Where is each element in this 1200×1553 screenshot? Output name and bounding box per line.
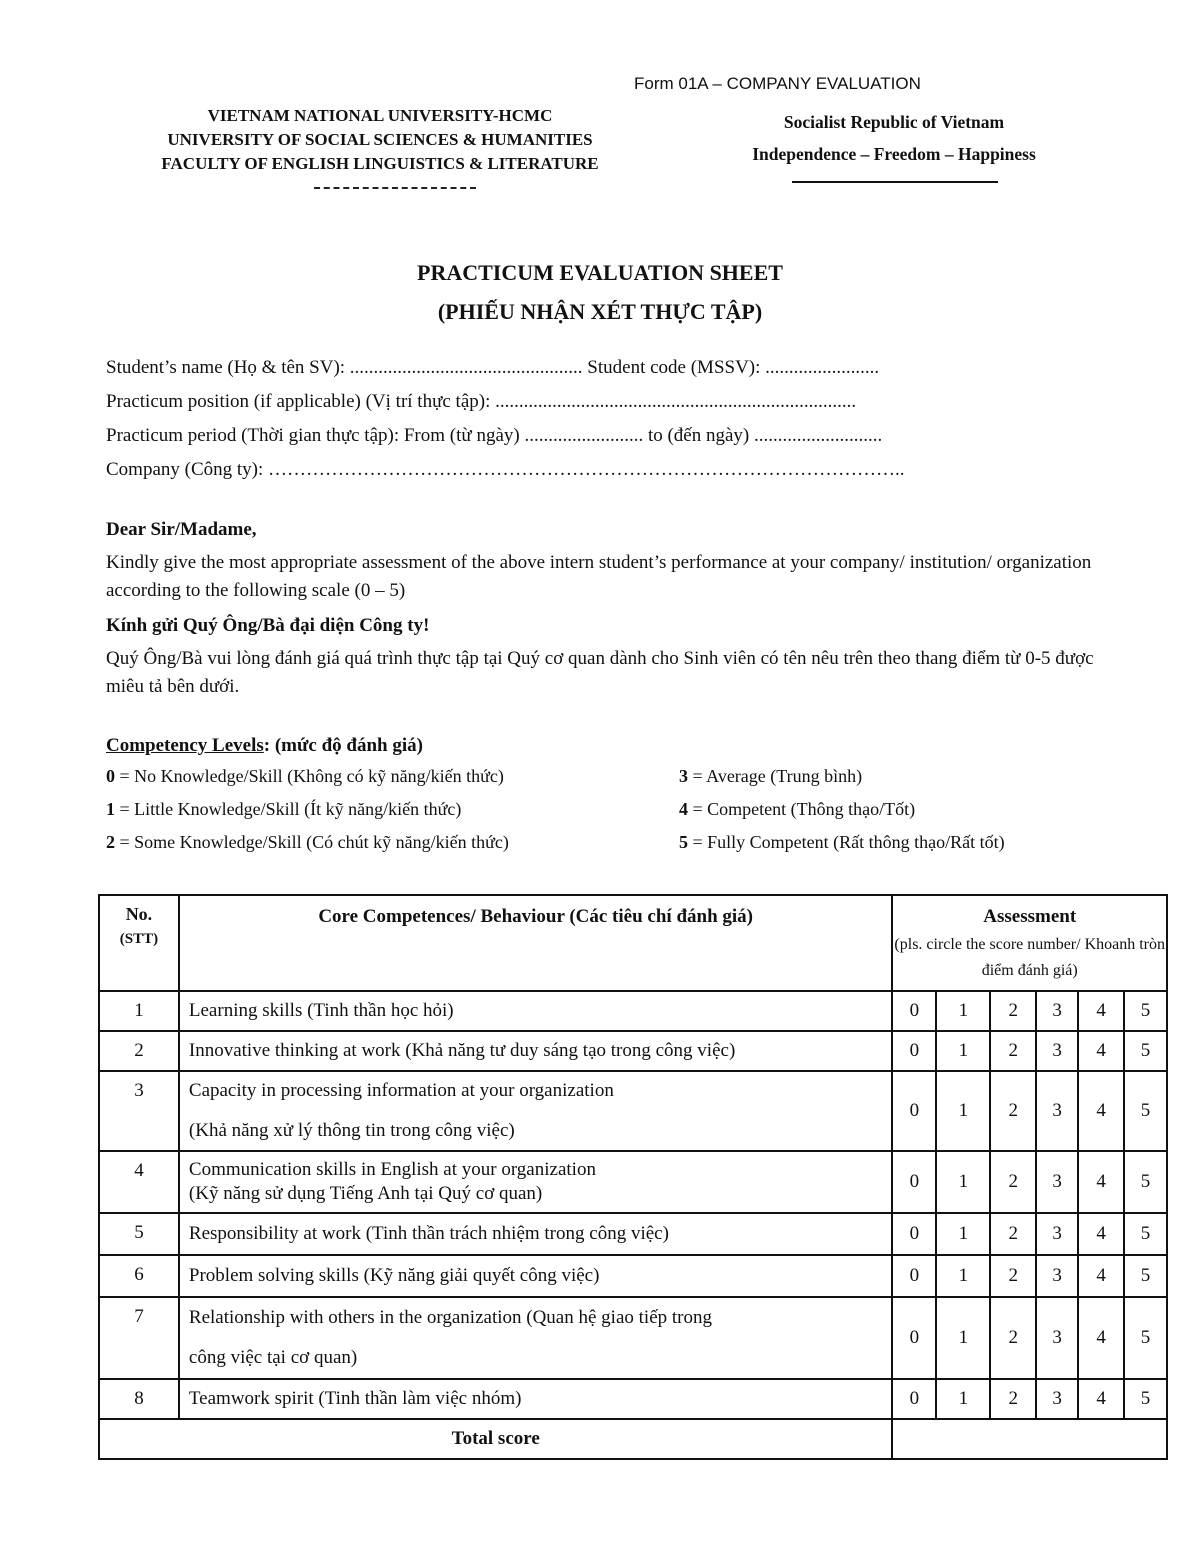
- row-number: 6: [99, 1255, 179, 1297]
- score-option-4[interactable]: 4: [1078, 1379, 1124, 1419]
- score-option-1[interactable]: 1: [936, 1213, 990, 1255]
- table-row: [99, 1071, 1167, 1151]
- score-option-2[interactable]: 2: [990, 1071, 1036, 1151]
- score-option-2[interactable]: 2: [990, 1213, 1036, 1255]
- criterion-text: Teamwork spirit (Tinh thần làm việc nhóm): [179, 1379, 893, 1419]
- score-option-4[interactable]: 4: [1078, 1151, 1124, 1213]
- table-row: [99, 1297, 1167, 1379]
- level-2: 2 = Some Knowledge/Skill (Có chút kỹ năng/kiến thức): [106, 832, 509, 852]
- level-3: 3 = Average (Trung bình): [679, 766, 863, 786]
- country-name: Socialist Republic of Vietnam: [783, 112, 1005, 132]
- university-header: [100, 104, 660, 176]
- row-number: 8: [99, 1379, 179, 1419]
- score-option-4[interactable]: 4: [1078, 1255, 1124, 1297]
- university-name: VIETNAM NATIONAL UNIVERSITY-HCMC: [207, 106, 553, 125]
- score-option-2[interactable]: 2: [990, 1255, 1036, 1297]
- score-option-3[interactable]: 3: [1036, 1031, 1078, 1071]
- score-option-5[interactable]: 5: [1124, 1213, 1167, 1255]
- level-1: 1 = Little Knowledge/Skill (Ít kỹ năng/kiến thức): [106, 799, 462, 819]
- criterion-text: Learning skills (Tinh thần học hỏi): [179, 991, 893, 1031]
- period-field[interactable]: Practicum period (Thời gian thực tập): From (từ ngày) ......................... to (đến ngày) ...........................: [106, 425, 883, 446]
- score-option-5[interactable]: 5: [1124, 1255, 1167, 1297]
- level-4: 4 = Competent (Thông thạo/Tốt): [679, 799, 916, 819]
- criterion-text: Relationship with others in the organization (Quan hệ giao tiếp trong công việc tại cơ quan): [179, 1297, 893, 1379]
- col-no-header: No. (STT): [99, 895, 179, 991]
- score-option-3[interactable]: 3: [1036, 1255, 1078, 1297]
- score-option-4[interactable]: 4: [1078, 1213, 1124, 1255]
- row-number: 2: [99, 1031, 179, 1071]
- score-option-0[interactable]: 0: [892, 1297, 936, 1379]
- score-option-4[interactable]: 4: [1078, 1071, 1124, 1151]
- score-option-2[interactable]: 2: [990, 1031, 1036, 1071]
- score-option-3[interactable]: 3: [1036, 991, 1078, 1031]
- table-row: [99, 1031, 1167, 1071]
- score-option-1[interactable]: 1: [936, 1071, 990, 1151]
- score-option-3[interactable]: 3: [1036, 1297, 1078, 1379]
- score-option-4[interactable]: 4: [1078, 1297, 1124, 1379]
- faculty-name: FACULTY OF ENGLISH LINGUISTICS & LITERATURE: [161, 154, 599, 173]
- col-assessment-header: Assessment (pls. circle the score number/ Khoanh tròn điểm đánh giá): [892, 895, 1167, 991]
- total-score-cell[interactable]: [892, 1419, 1167, 1459]
- score-option-5[interactable]: 5: [1124, 1071, 1167, 1151]
- score-option-4[interactable]: 4: [1078, 1031, 1124, 1071]
- score-option-5[interactable]: 5: [1124, 1151, 1167, 1213]
- score-option-1[interactable]: 1: [936, 1297, 990, 1379]
- student-field[interactable]: Student’s name (Họ & tên SV): ................................................. Student code (MSSV): ........................: [106, 357, 880, 378]
- level-5: 5 = Fully Competent (Rất thông thạo/Rất tốt): [679, 832, 1005, 852]
- score-option-0[interactable]: 0: [892, 1255, 936, 1297]
- row-number: 4: [99, 1151, 179, 1213]
- score-option-1[interactable]: 1: [936, 991, 990, 1031]
- competency-heading-en: Competency Levels: [106, 735, 264, 756]
- score-option-2[interactable]: 2: [990, 1379, 1036, 1419]
- criterion-text: Capacity in processing information at your organization (Khả năng xử lý thông tin trong công việc): [179, 1071, 893, 1151]
- row-number: 7: [99, 1297, 179, 1379]
- school-name: UNIVERSITY OF SOCIAL SCIENCES & HUMANITIES: [167, 130, 593, 149]
- competency-heading-vi: : (mức độ đánh giá): [263, 735, 423, 756]
- table-header-row: [99, 895, 1167, 991]
- page-title: PRACTICUM EVALUATION SHEET: [417, 260, 783, 285]
- score-option-3[interactable]: 3: [1036, 1151, 1078, 1213]
- row-number: 5: [99, 1213, 179, 1255]
- total-label: Total score: [99, 1419, 892, 1459]
- intro-en: Kindly give the most appropriate assessment of the above intern student’s performance at your company/ institution/ organization according to the following scale (0 – 5): [106, 552, 1092, 601]
- form-label: Form 01A – COMPANY EVALUATION: [634, 74, 921, 93]
- score-option-3[interactable]: 3: [1036, 1379, 1078, 1419]
- table-row: [99, 991, 1167, 1031]
- republic-header: [706, 106, 1082, 170]
- score-option-0[interactable]: 0: [892, 991, 936, 1031]
- criterion-text: Innovative thinking at work (Khả năng tư duy sáng tạo trong công việc): [179, 1031, 893, 1071]
- score-option-0[interactable]: 0: [892, 1379, 936, 1419]
- total-row: [99, 1419, 1167, 1459]
- score-option-3[interactable]: 3: [1036, 1213, 1078, 1255]
- score-option-0[interactable]: 0: [892, 1151, 936, 1213]
- score-option-5[interactable]: 5: [1124, 1031, 1167, 1071]
- criterion-text: Communication skills in English at your organization (Kỹ năng sử dụng Tiếng Anh tại Quý cơ quan): [179, 1151, 893, 1213]
- position-field[interactable]: Practicum position (if applicable) (Vị trí thực tập): ............................................................................: [106, 391, 857, 412]
- criterion-text: Problem solving skills (Kỹ năng giải quyết công việc): [179, 1255, 893, 1297]
- page-subtitle: (PHIẾU NHẬN XÉT THỰC TẬP): [437, 299, 763, 324]
- score-option-3[interactable]: 3: [1036, 1071, 1078, 1151]
- header-divider-left: [314, 187, 476, 189]
- row-number: 3: [99, 1071, 179, 1151]
- score-option-5[interactable]: 5: [1124, 991, 1167, 1031]
- country-motto: Independence – Freedom – Happiness: [752, 144, 1036, 164]
- score-option-1[interactable]: 1: [936, 1031, 990, 1071]
- competency-heading: [106, 732, 1106, 760]
- level-0: 0 = No Knowledge/Skill (Không có kỹ năng/kiến thức): [106, 766, 504, 786]
- table-row: [99, 1379, 1167, 1419]
- company-field[interactable]: Company (Công ty): ………………………………………………………………………………………..: [106, 459, 905, 480]
- col-criteria-header: Core Competences/ Behaviour (Các tiêu chí đánh giá): [179, 895, 893, 991]
- score-option-1[interactable]: 1: [936, 1151, 990, 1213]
- table-row: [99, 1213, 1167, 1255]
- score-option-1[interactable]: 1: [936, 1255, 990, 1297]
- score-option-0[interactable]: 0: [892, 1071, 936, 1151]
- row-number: 1: [99, 991, 179, 1031]
- score-option-2[interactable]: 2: [990, 1297, 1036, 1379]
- intro-vi: Quý Ông/Bà vui lòng đánh giá quá trình thực tập tại Quý cơ quan dành cho Sinh viên có tên nêu trên theo thang điểm từ 0-5 được miêu tả bên dưới.: [106, 648, 1094, 697]
- criterion-text: Responsibility at work (Tinh thần trách nhiệm trong công việc): [179, 1213, 893, 1255]
- score-option-4[interactable]: 4: [1078, 991, 1124, 1031]
- greeting-en: Dear Sir/Madame,: [106, 519, 257, 540]
- score-option-5[interactable]: 5: [1124, 1297, 1167, 1379]
- evaluation-table: [98, 894, 1168, 1460]
- greeting-vi: Kính gửi Quý Ông/Bà đại diện Công ty!: [106, 615, 430, 636]
- score-option-2[interactable]: 2: [990, 1151, 1036, 1213]
- table-row: [99, 1151, 1167, 1213]
- score-option-1[interactable]: 1: [936, 1379, 990, 1419]
- score-option-0[interactable]: 0: [892, 1031, 936, 1071]
- score-option-2[interactable]: 2: [990, 991, 1036, 1031]
- score-option-0[interactable]: 0: [892, 1213, 936, 1255]
- header-divider-right: [792, 181, 998, 183]
- table-row: [99, 1255, 1167, 1297]
- score-option-5[interactable]: 5: [1124, 1379, 1167, 1419]
